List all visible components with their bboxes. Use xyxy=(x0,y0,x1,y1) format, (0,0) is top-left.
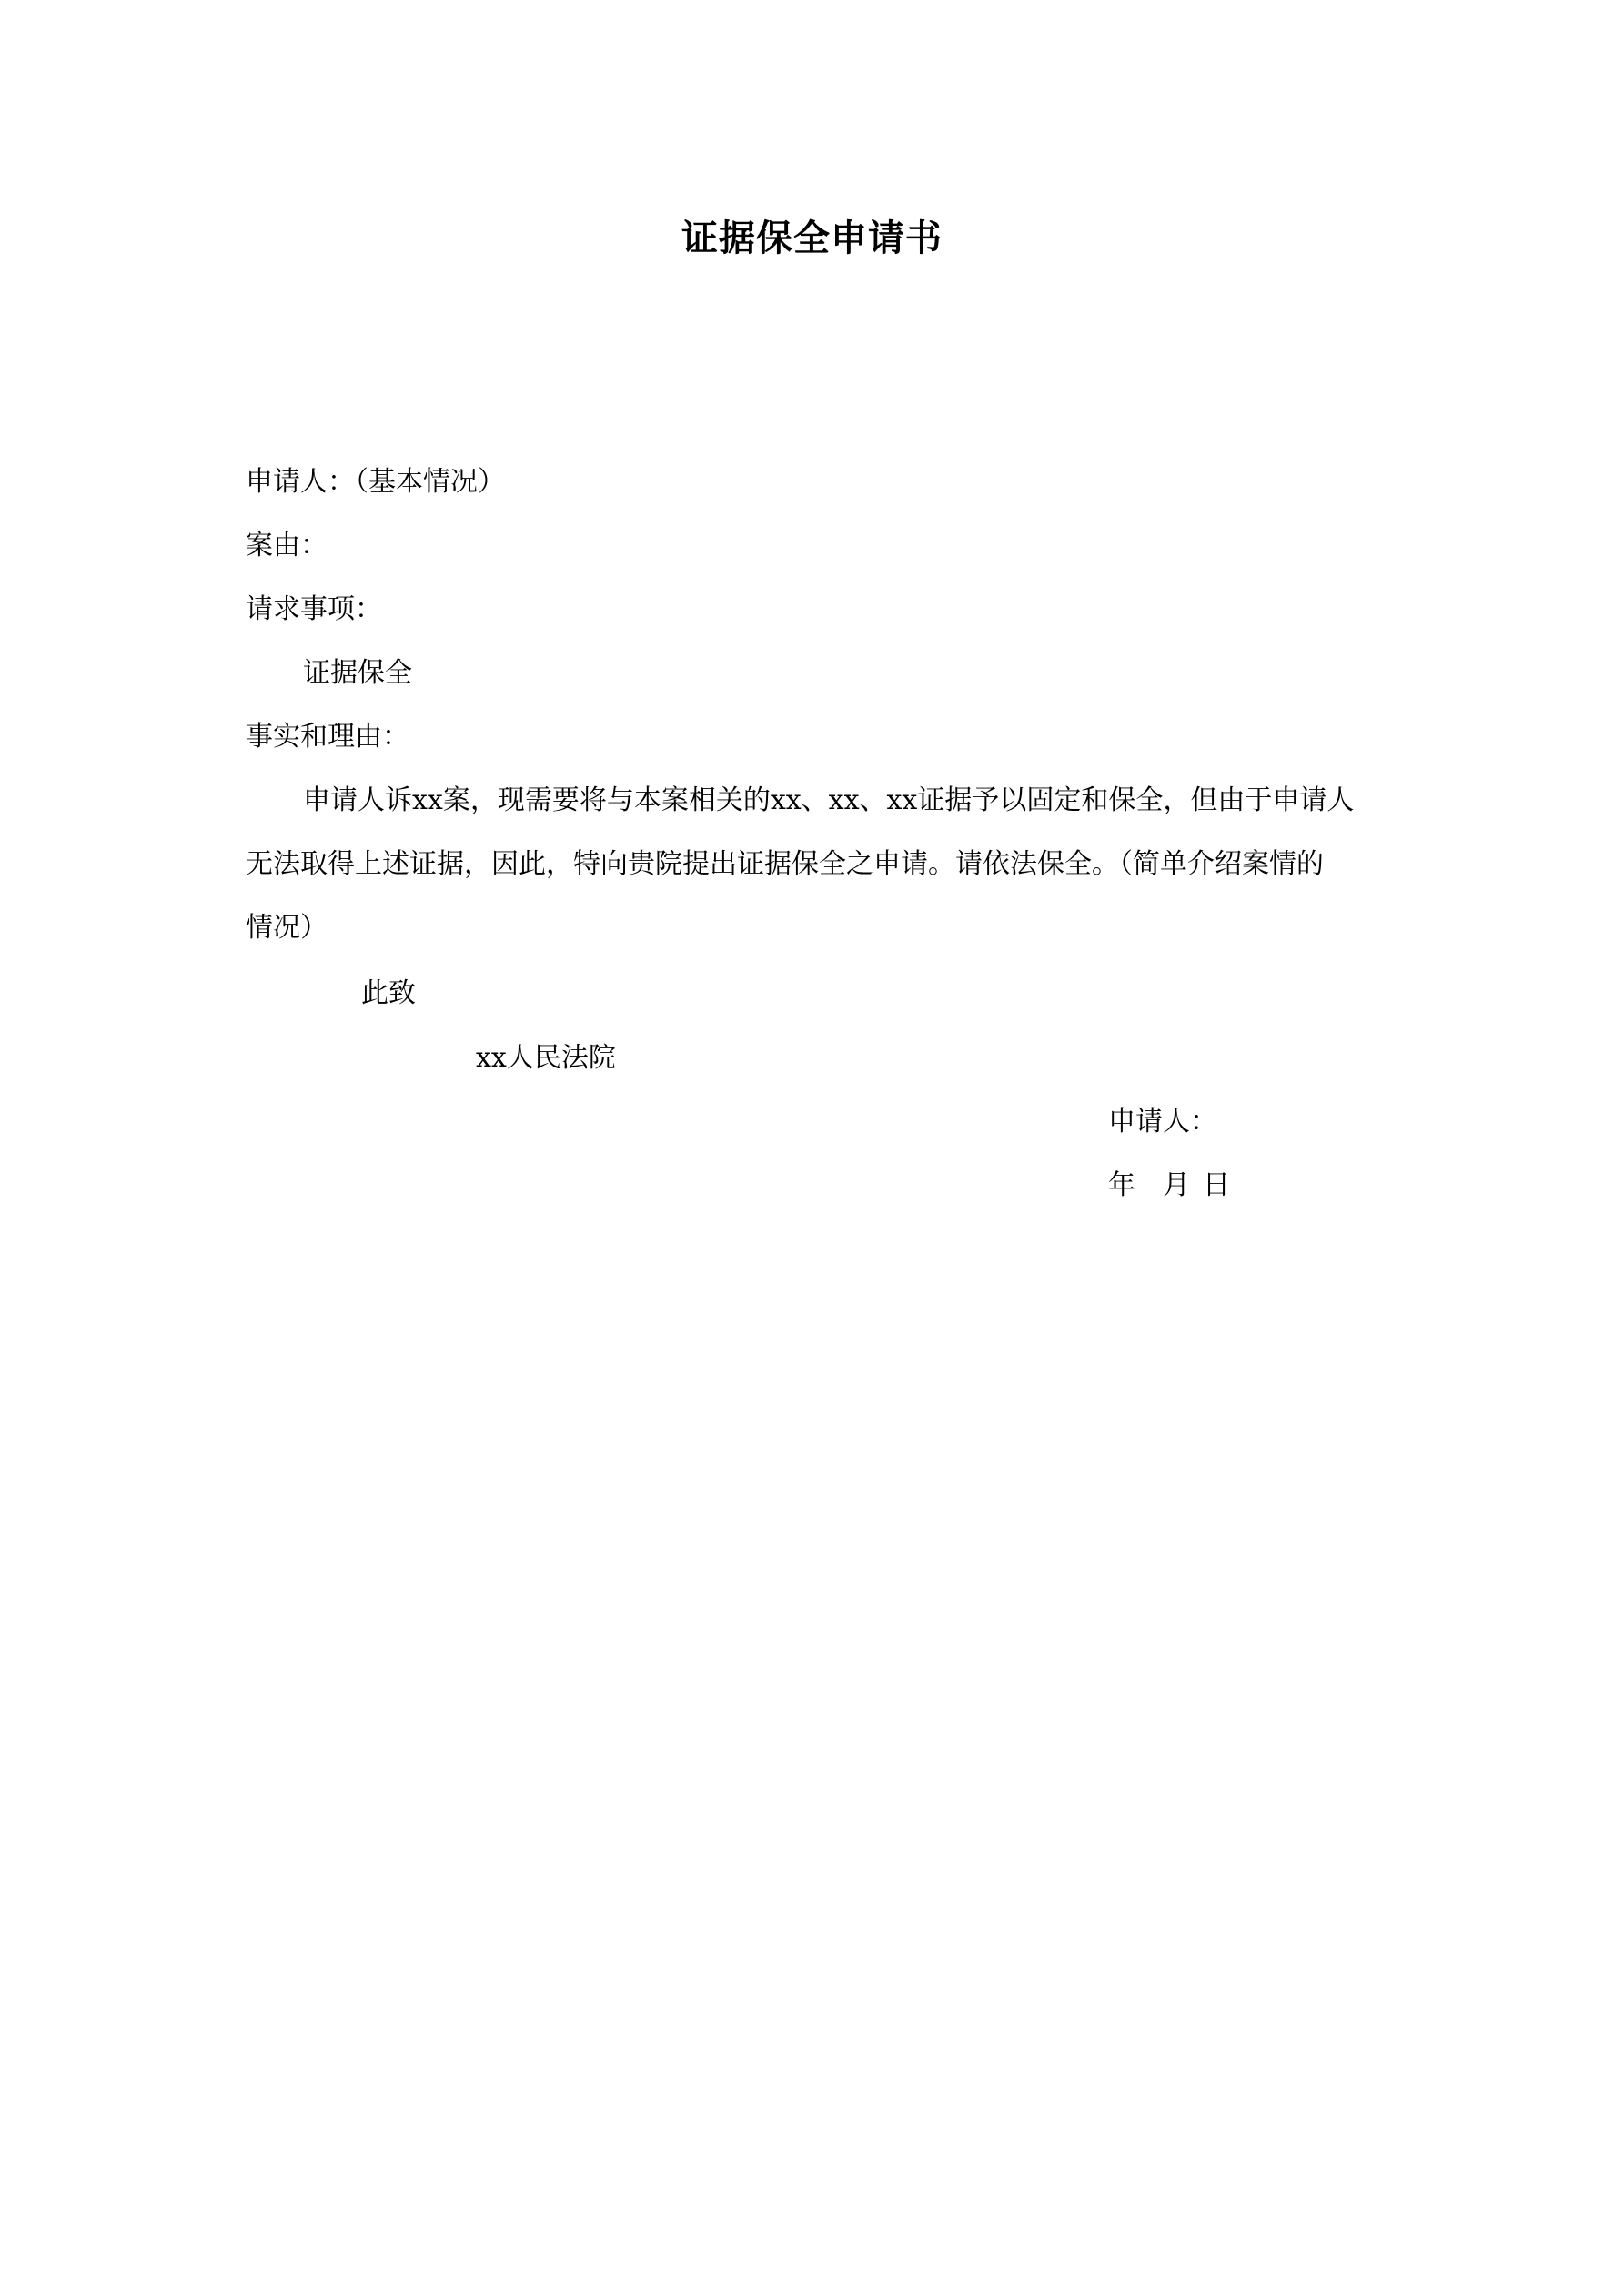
signature-applicant: 申请人： xyxy=(1108,1106,1217,1138)
case-cause-line: 案由： xyxy=(246,530,328,561)
signature-date xyxy=(1108,1168,1230,1204)
facts-paragraph-line-1: 申请人诉xx案，现需要将与本案相关的xx、xx、xx证据予以固定和保全，但由于申请人 xyxy=(303,784,1355,816)
applicant-line: 申请人：（基本情况） xyxy=(246,466,505,498)
facts-heading: 事实和理由： xyxy=(246,721,409,753)
date-month: 月 xyxy=(1163,1169,1190,1201)
document-title: 证据保全申请书 xyxy=(681,217,943,259)
court-recipient: xx人民法院 xyxy=(476,1042,616,1074)
date-day: 日 xyxy=(1203,1169,1230,1201)
salutation: 此致 xyxy=(361,977,416,1009)
request-heading: 请求事项： xyxy=(246,593,382,625)
request-item: 证据保全 xyxy=(303,657,412,689)
facts-paragraph-line-2: 无法取得上述证据，因此，特向贵院提出证据保全之申请。请依法保全。（简单介绍案情的 xyxy=(246,848,1324,880)
facts-paragraph-line-3: 情况） xyxy=(246,912,328,944)
date-year: 年 xyxy=(1108,1169,1135,1201)
